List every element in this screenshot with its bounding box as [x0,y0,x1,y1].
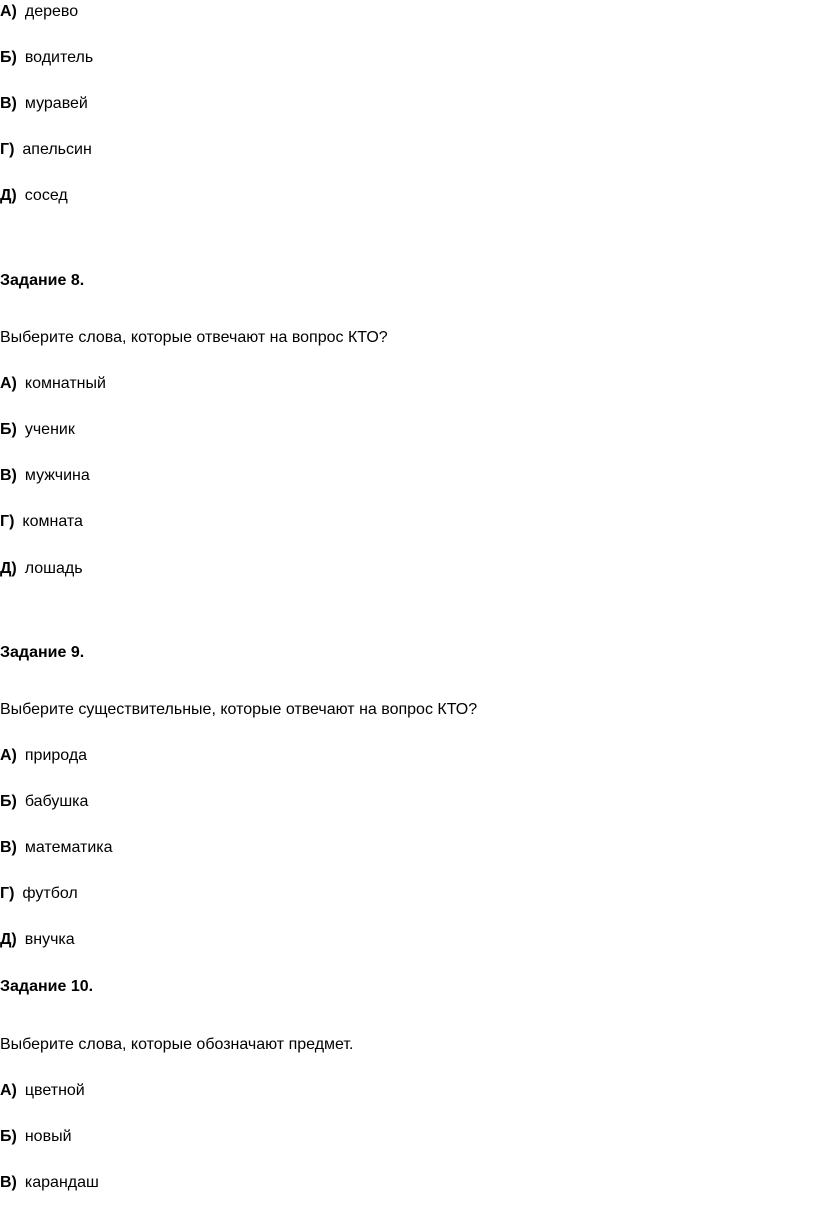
option-a [0,1081,85,1101]
option-v [0,94,88,114]
option-letter: В) [0,467,17,484]
option-letter: А) [0,375,17,392]
task-9-question: Выберите существительные, которые отвечают на вопрос КТО? [0,701,478,718]
option-letter: Б) [0,421,17,438]
option-letter: В) [0,95,17,112]
option-v [0,1173,99,1193]
option-letter: А) [0,747,17,764]
option-letter: Б) [0,793,17,810]
option-text: комната [22,513,83,530]
option-text: новый [24,1128,72,1145]
option-letter: Д) [0,931,17,948]
option-text: муравей [24,95,88,112]
option-text: комнатный [24,375,106,392]
option-letter: Г) [0,513,15,530]
option-text: футбол [22,885,78,902]
option-letter: А) [0,1082,17,1099]
option-b [0,792,88,812]
option-b [0,420,75,440]
option-text: ученик [24,421,75,438]
option-text: лошадь [24,560,83,577]
option-d [0,930,75,950]
option-text: водитель [24,49,94,66]
option-text: природа [24,747,88,764]
option-a [0,374,106,394]
task-8-title: Задание 8. [0,272,85,289]
option-text: карандаш [24,1174,99,1191]
option-a [0,746,87,766]
option-b [0,48,93,68]
option-g [0,140,92,160]
option-v [0,838,113,858]
option-g [0,512,83,532]
option-letter: Б) [0,1128,17,1145]
option-d [0,186,68,206]
task-10-title: Задание 10. [0,978,94,995]
task-8-question: Выберите слова, которые отвечают на вопрос КТО? [0,329,388,346]
option-letter: Г) [0,885,15,902]
option-text: бабушка [24,793,89,810]
option-text: сосед [24,187,68,204]
option-text: дерево [24,3,79,20]
option-text: внучка [24,931,75,948]
option-a [0,2,78,22]
option-b [0,1127,72,1147]
option-letter: Д) [0,560,17,577]
option-letter: В) [0,839,17,856]
option-letter: В) [0,1174,17,1191]
option-d [0,559,83,579]
option-text: цветной [24,1082,85,1099]
option-v [0,466,90,486]
option-letter: А) [0,3,17,20]
task-9-title: Задание 9. [0,644,85,661]
option-text: математика [24,839,113,856]
task-10-question: Выберите слова, которые обозначают предмет. [0,1036,354,1053]
option-letter: Д) [0,187,17,204]
option-text: апельсин [22,141,92,158]
option-g [0,884,78,904]
option-text: мужчина [24,467,90,484]
option-letter: Б) [0,49,17,66]
option-letter: Г) [0,141,15,158]
